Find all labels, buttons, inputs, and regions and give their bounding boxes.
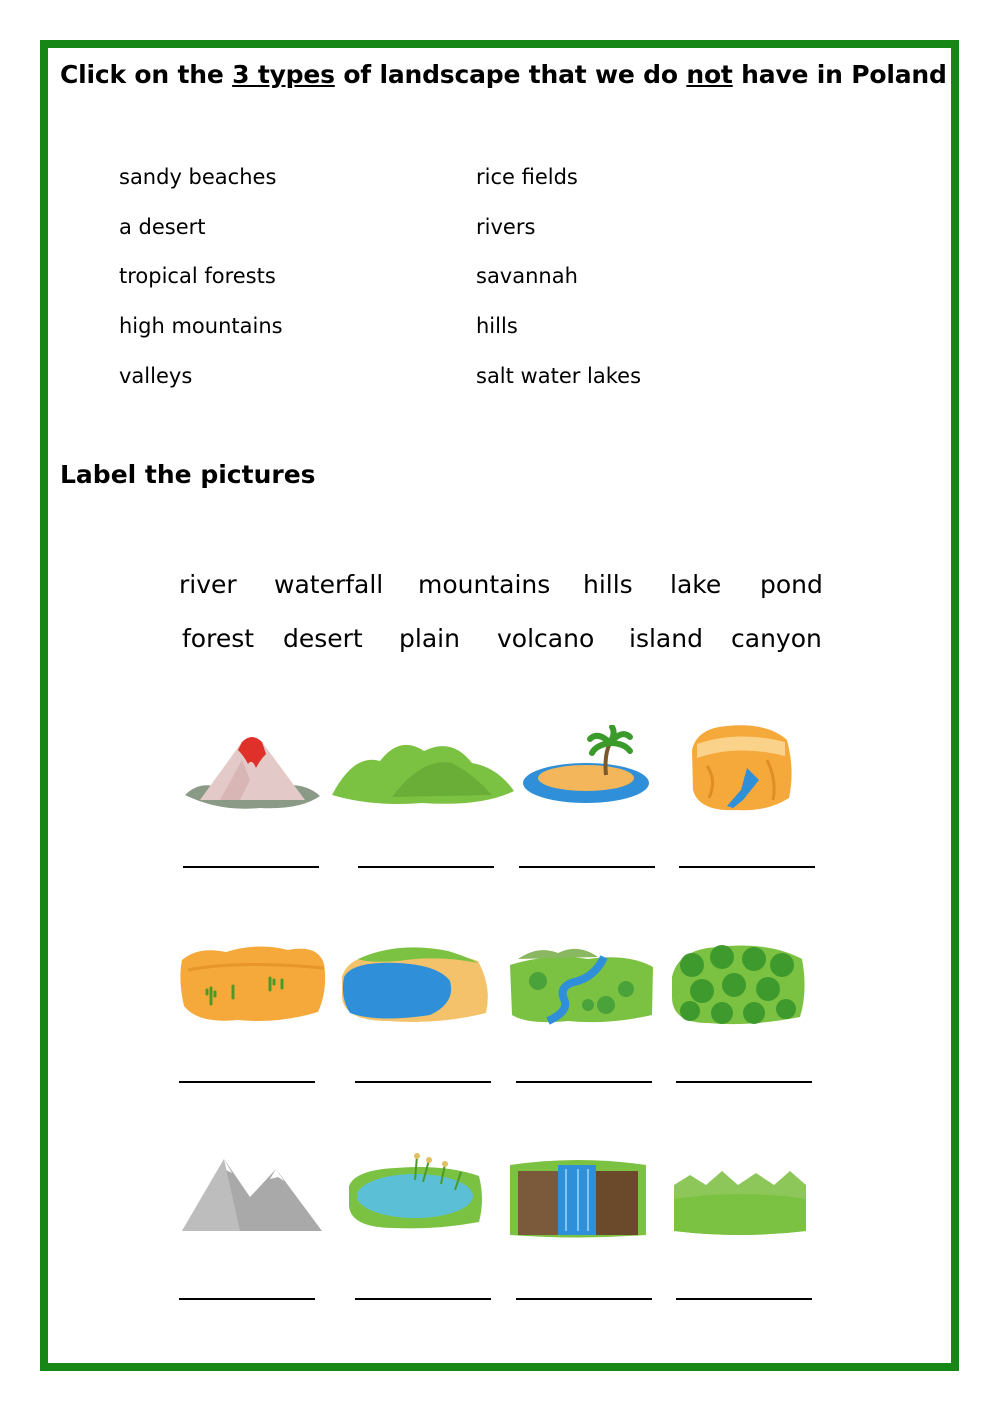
answer-blank[interactable]: [179, 1081, 315, 1083]
answer-blank[interactable]: [179, 1298, 315, 1300]
answer-blank[interactable]: [676, 1081, 812, 1083]
answer-blank[interactable]: [355, 1081, 491, 1083]
option-valleys[interactable]: valleys: [119, 364, 193, 388]
exercise-1-title: Click on the 3 types of landscape that we do not have in Poland: [60, 60, 947, 89]
word-bank-item: hills: [583, 570, 633, 599]
plain-picture: [670, 1155, 810, 1240]
option-rivers[interactable]: rivers: [476, 215, 536, 239]
answer-blank[interactable]: [183, 866, 319, 868]
word-bank-item: pond: [760, 570, 823, 599]
hills-picture: [332, 733, 514, 808]
word-bank-item: island: [629, 624, 703, 653]
option-savannah[interactable]: savannah: [476, 264, 578, 288]
answer-blank[interactable]: [355, 1298, 491, 1300]
word-bank-item: mountains: [418, 570, 551, 599]
option-high-mountains[interactable]: high mountains: [119, 314, 283, 338]
island-picture: [520, 725, 655, 810]
word-bank-item: river: [179, 570, 237, 599]
forest-picture: [668, 937, 808, 1027]
option-tropical-forests[interactable]: tropical forests: [119, 264, 276, 288]
lake-picture: [338, 937, 493, 1027]
worksheet-frame: [40, 40, 959, 1371]
word-bank-item: desert: [283, 624, 363, 653]
word-bank-item: lake: [670, 570, 722, 599]
exercise-2-title: Label the pictures: [60, 460, 316, 489]
option-hills[interactable]: hills: [476, 314, 518, 338]
answer-blank[interactable]: [676, 1298, 812, 1300]
desert-picture: [178, 940, 328, 1025]
word-bank-item: plain: [399, 624, 460, 653]
answer-blank[interactable]: [519, 866, 655, 868]
option-salt-water-lakes[interactable]: salt water lakes: [476, 364, 642, 388]
option-sandy-beaches[interactable]: sandy beaches: [119, 165, 277, 189]
word-bank-item: waterfall: [274, 570, 384, 599]
answer-blank[interactable]: [358, 866, 494, 868]
word-bank-item: volcano: [497, 624, 595, 653]
waterfall-picture: [508, 1155, 648, 1240]
word-bank-item: canyon: [731, 624, 822, 653]
canyon-picture: [687, 720, 797, 815]
option-rice-fields[interactable]: rice fields: [476, 165, 578, 189]
volcano-picture: [180, 720, 325, 820]
pond-picture: [345, 1150, 485, 1230]
river-picture: [508, 945, 655, 1025]
answer-blank[interactable]: [516, 1081, 652, 1083]
mountains-picture: [180, 1155, 325, 1235]
answer-blank[interactable]: [679, 866, 815, 868]
word-bank-item: forest: [182, 624, 255, 653]
answer-blank[interactable]: [516, 1298, 652, 1300]
option-a-desert[interactable]: a desert: [119, 215, 206, 239]
